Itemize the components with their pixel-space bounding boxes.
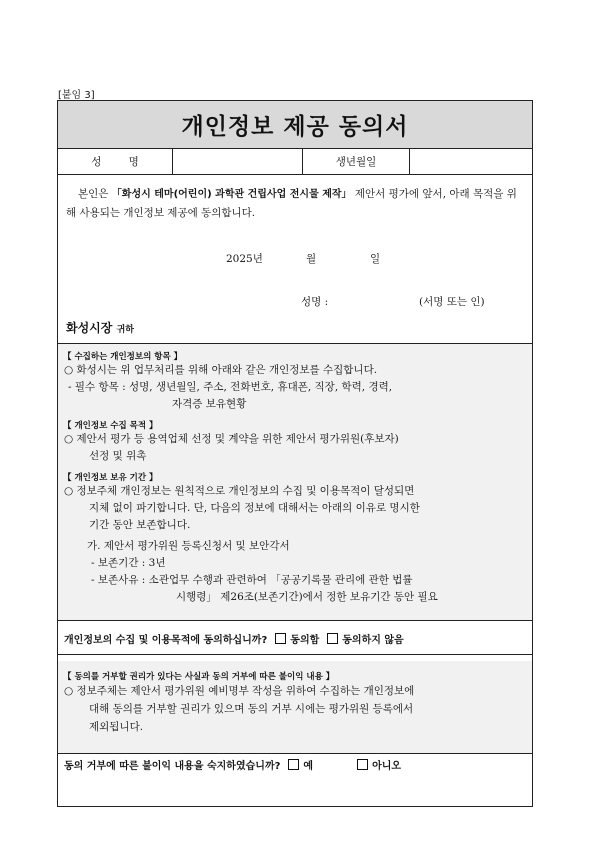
- acknowledge-question-text: 동의 거부에 따른 불이익 내용을 숙지하였습니까?: [64, 761, 281, 772]
- form-title: 개인정보 제공 동의서: [181, 114, 409, 140]
- acknowledge-no-label: 아니오: [372, 761, 402, 772]
- birth-label: 생년월일: [303, 148, 410, 174]
- items-heading: 【 수집하는 개인정보의 항목 】: [63, 352, 183, 362]
- refusal-line2: 대해 동의를 거부할 권리가 있으며 동의 거부 시에는 평가위원 등록에서: [89, 703, 414, 715]
- birth-field[interactable]: [410, 148, 532, 174]
- consent-form: [57, 100, 533, 807]
- section-divider: [58, 620, 532, 621]
- section-divider: [58, 654, 532, 655]
- project-name: 「화성시 테마(어린이) 과학관 건립사업 전시물 제작」: [111, 189, 352, 200]
- consent-suffix: 제안서 평가에 앞서, 아래 목적을 위해 사용되는 개인정보 제공에 동의합니다.: [66, 188, 517, 219]
- purpose-line2: 선정 및 위촉: [89, 450, 147, 462]
- purpose-line1: ○ 제안서 평가 등 용역업체 선정 및 계약을 위한 제안서 평가위원(후보자): [64, 433, 399, 445]
- agree-question-text: 개인정보의 수집 및 이용목적에 동의하십니까?: [64, 635, 268, 646]
- agree-yes-checkbox[interactable]: [275, 633, 286, 644]
- retention-heading: 【 개인정보 보유 기간 】: [63, 473, 158, 483]
- retention-line1: ○ 정보주체 개인정보는 원칙적으로 개인정보의 수집 및 이용목적이 달성되면: [64, 485, 415, 497]
- refusal-heading: 【 동의를 거부할 권리가 있다는 사실과 동의 거부에 따른 불이익 내용 】: [63, 672, 335, 682]
- agree-no-checkbox[interactable]: [327, 633, 338, 644]
- retention-line2: 지체 없이 파기합니다. 단, 다음의 정보에 대해서는 아래의 이유로 명시한: [89, 502, 420, 514]
- consent-statement: [66, 185, 526, 223]
- personal-info-row: [58, 148, 532, 175]
- retention-line5: - 보존기간 : 3년: [91, 557, 166, 569]
- items-line3: 자격증 보유현황: [172, 398, 247, 410]
- agree-yes-label: 동의함: [290, 635, 320, 646]
- acknowledge-question: [64, 757, 401, 772]
- acknowledge-yes-checkbox[interactable]: [288, 759, 299, 770]
- date-day[interactable]: 일: [370, 253, 381, 265]
- agree-no-label: 동의하지 않음: [342, 635, 404, 646]
- agree-question: [64, 631, 404, 646]
- name-field[interactable]: [173, 148, 303, 174]
- acknowledge-no-checkbox[interactable]: [357, 759, 368, 770]
- form-title-bar: [58, 101, 532, 149]
- section-divider: [58, 753, 532, 754]
- items-line2: - 필수 항목 : 성명, 생년월일, 주소, 전화번호, 휴대폰, 직장, 학력, 경력,: [68, 381, 393, 393]
- acknowledge-yes-label: 예: [303, 761, 314, 772]
- recipient-name: 화성시장: [66, 321, 113, 335]
- retention-line7: 시행령」 제26조(보존기간)에서 정한 보유기간 동안 필요: [176, 591, 438, 603]
- retention-line4: 가. 제안서 평가위원 등록신청서 및 보안각서: [87, 540, 290, 552]
- name-label: 성 명: [58, 148, 173, 174]
- consent-prefix: 본인은: [78, 188, 112, 200]
- items-line1: ○ 화성시는 위 업무처리를 위해 아래와 같은 개인정보를 수집합니다.: [64, 364, 378, 376]
- date-year: 2025년: [226, 253, 263, 265]
- signature-label: 성명 :: [301, 296, 329, 308]
- retention-line3: 기간 동안 보존합니다.: [89, 519, 191, 531]
- refusal-line3: 제외됩니다.: [89, 721, 144, 733]
- refusal-line1: ○ 정보주체는 제안서 평가위원 예비명부 작성을 위하여 수집하는 개인정보에: [64, 685, 415, 697]
- retention-line6: - 보존사유 : 소관업무 수행과 관련하여 「공공기록물 관리에 관한 법률: [91, 574, 413, 586]
- attachment-label: [붙임 3]: [58, 90, 95, 101]
- recipient-honorific: 귀하: [116, 325, 134, 335]
- signature-note: (서명 또는 인): [419, 296, 485, 308]
- recipient: [66, 319, 134, 336]
- purpose-heading: 【 개인정보 수집 목적 】: [63, 421, 158, 431]
- refusal-info-box: [58, 661, 532, 753]
- privacy-info-box: [58, 344, 532, 620]
- date-month[interactable]: 월: [306, 253, 317, 265]
